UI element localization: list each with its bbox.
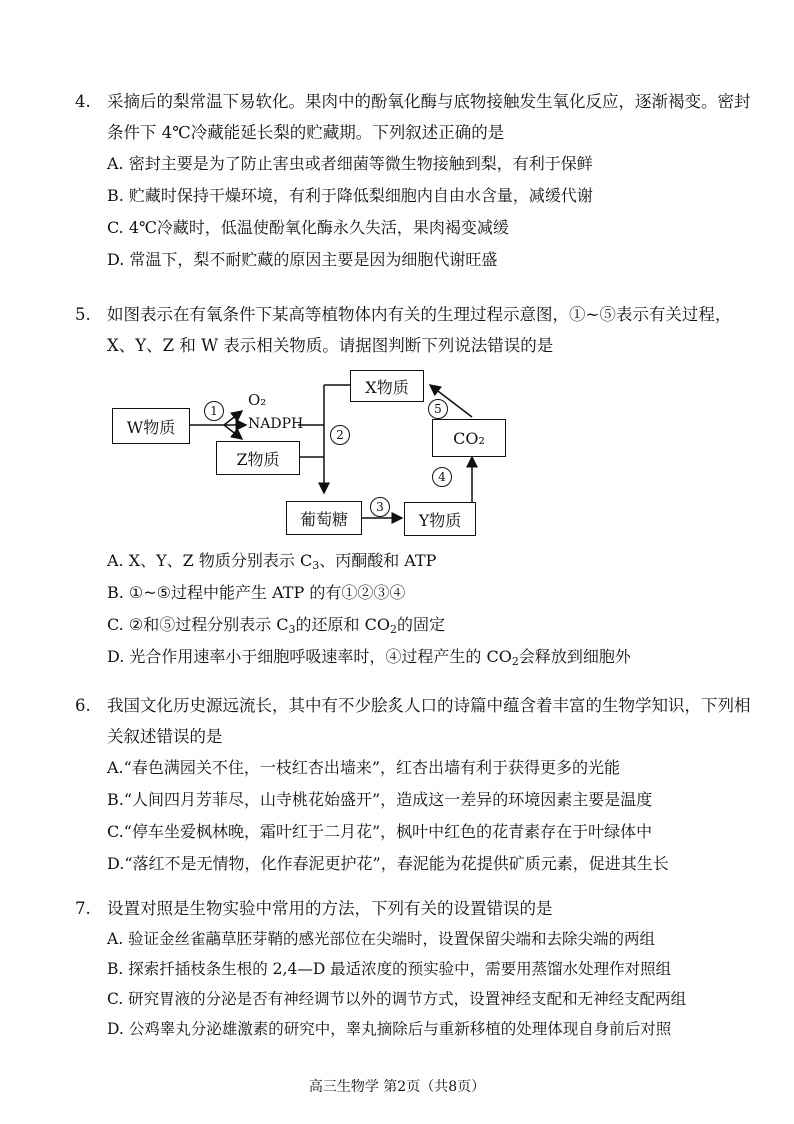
question-text: 设置对照是生物实验中常用的方法，下列有关的设置错误的是: [107, 899, 553, 918]
question-4-stem: [75, 86, 755, 148]
question-text: 采摘后的梨常温下易软化。果肉中的酚氧化酶与底物接触发生氧化反应，逐渐褐变。密封条件下 4℃冷藏能延长梨的贮藏期。下列叙述正确的是: [107, 92, 751, 142]
question-number: 4.: [75, 92, 91, 111]
option-d: D.“落红不是无情物，化作春泥更护花”，春泥能为花提供矿质元素，促进其生长: [107, 854, 669, 873]
question-7: [75, 893, 755, 1044]
process-diagram: [112, 365, 512, 540]
option-c: C. 4℃冷藏时，低温使酚氧化酶永久失活，果肉褐变减缓: [107, 218, 509, 237]
w-substance-box: W物质: [112, 408, 190, 444]
option-b: B.“人间四月芳菲尽，山寺桃花始盛开”，造成这一差异的环境因素主要是温度: [107, 790, 653, 809]
process-3-marker: 3: [370, 497, 390, 517]
glucose-box: 葡萄糖: [286, 501, 362, 535]
option-b: B. ①~⑤过程中能产生 ATP 的有①②③④: [107, 583, 406, 602]
arrow-to-o2: [224, 411, 242, 425]
z-substance-box: Z物质: [216, 441, 300, 475]
page-footer: 高三生物学 第2页（共8页）: [308, 1079, 486, 1095]
process-2-marker: 2: [330, 425, 350, 445]
option-c: C. 研究胃液的分泌是否有神经调节以外的调节方式，设置神经支配和无神经支配两组: [107, 990, 687, 1008]
option-d: D. 公鸡睾丸分泌雄激素的研究中，睾丸摘除后与重新移植的处理体现自身前后对照: [107, 1020, 672, 1038]
option-d: D. 常温下，梨不耐贮藏的原因主要是因为细胞代谢旺盛: [107, 250, 498, 269]
question-number: 6.: [75, 696, 91, 715]
question-4: [75, 86, 755, 276]
question-7-stem: [75, 893, 755, 924]
question-6: [75, 690, 755, 880]
question-5-options: [75, 545, 755, 673]
process-5-marker: 5: [428, 399, 448, 419]
process-1-marker: 1: [204, 401, 224, 421]
question-text: 如图表示在有氧条件下某高等植物体内有关的生理过程示意图，①~⑤表示有关过程，X、Y、Z 和 W 表示相关物质。请据图判断下列说法错误的是: [107, 305, 732, 355]
y-substance-box: Y物质: [404, 502, 476, 536]
process-4-marker: 4: [432, 467, 452, 487]
option-c: C.“停车坐爱枫林晚，霜叶红于二月花”，枫叶中红色的花青素存在于叶绿体中: [107, 822, 653, 841]
option-a: A.“春色满园关不住，一枝红杏出墙来”，红杏出墙有利于获得更多的光能: [107, 758, 621, 777]
option-a: A. X、Y、Z 物质分别表示 $C_3$、丙酮酸和 ATP: [107, 551, 437, 572]
option-b: B. 贮藏时保持干燥环境，有利于降低梨细胞内自由水含量，减缓代谢: [107, 186, 593, 205]
arrow-to-z: [224, 425, 242, 439]
question-text: 我国文化历史源远流长，其中有不少脍炙人口的诗篇中蕴含着丰富的生物学知识，下列相关叙述错误的是: [107, 696, 751, 746]
o2-label: O₂: [248, 391, 267, 409]
nadph-label: NADPH: [248, 416, 304, 432]
question-5: [75, 299, 755, 361]
option-b: B. 探索扦插枝条生根的 2,4—D 最适浓度的预实验中，需要用蒸馏水处理作对照组: [107, 960, 672, 978]
x-substance-box: X物质: [350, 370, 424, 402]
co2-box: CO₂: [432, 419, 506, 457]
question-number: 7.: [75, 899, 91, 918]
question-5-stem: [75, 299, 755, 361]
option-d: D. 光合作用速率小于细胞呼吸速率时，④过程产生的 $CO_2$会释放到细胞外: [107, 647, 631, 668]
question-6-stem: [75, 690, 755, 752]
question-number: 5.: [75, 305, 91, 324]
option-a: A. 密封主要是为了防止害虫或者细菌等微生物接触到梨，有利于保鲜: [107, 154, 593, 173]
option-a: A. 验证金丝雀虉草胚芽鞘的感光部位在尖端时，设置保留尖端和去除尖端的两组: [107, 930, 656, 948]
option-c: C. ②和⑤过程分别表示 $C_3$的还原和 $CO_2$的固定: [107, 615, 445, 636]
